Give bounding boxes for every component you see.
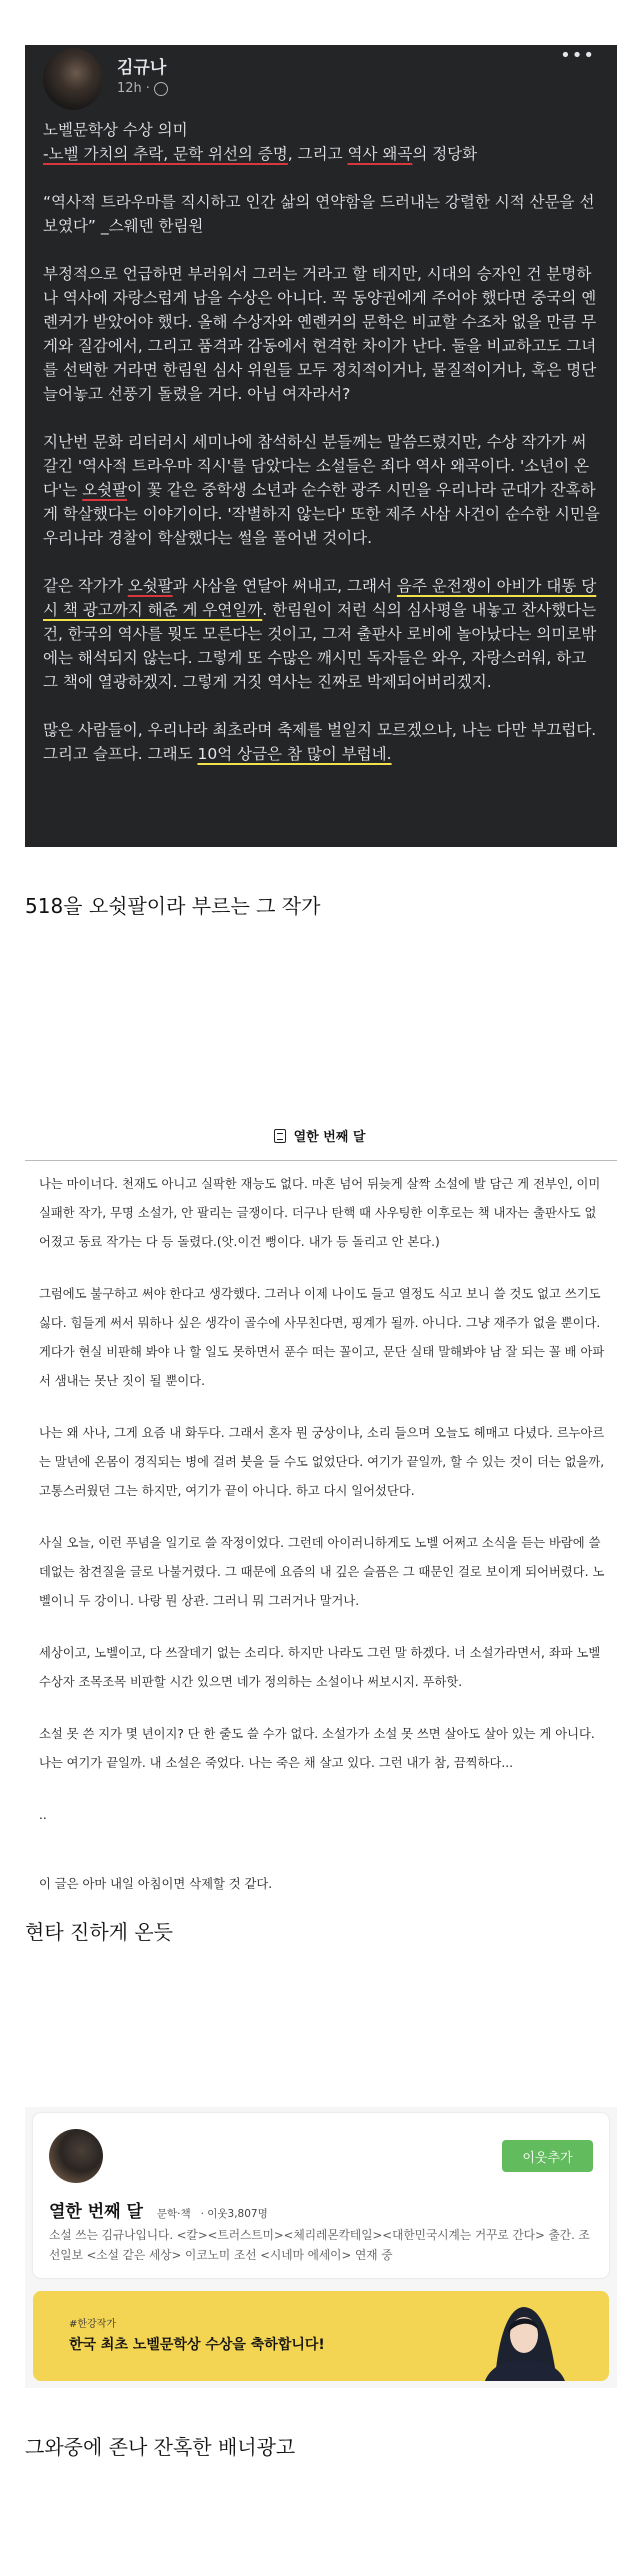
blog-name[interactable]: 열한 번째 달 (49, 2202, 143, 2222)
post-paragraph (43, 118, 603, 166)
facebook-post-card (25, 45, 617, 847)
more-options-icon[interactable]: ••• (560, 45, 595, 66)
banner-tag: #한강작가 (69, 2319, 117, 2330)
post-text: “역사적 트라우마를 직시하고 인간 삶의 연약함을 드러내는 강렬한 시적 산문을 선보였다” _스웨덴 한림원 (43, 193, 595, 235)
post-text: , 그리고 (287, 145, 348, 163)
essay-paragraph: .. (39, 1808, 47, 1822)
essay-header (0, 1126, 639, 1145)
post-paragraph (43, 190, 603, 238)
essay-body (39, 1170, 605, 1922)
add-neighbor-button[interactable]: 이웃추가 (502, 2140, 593, 2172)
blog-avatar[interactable] (49, 2129, 103, 2183)
banner-headline: 한국 최초 노벨문학상 수상을 축하합니다! (69, 2337, 325, 2353)
underlined-text-red: 오쉿팔 (82, 481, 128, 499)
post-time[interactable]: 12h (117, 81, 142, 96)
blog-description: 소설 쓰는 김규나입니다. <칼><트러스트미><체리레몬칵테일><대한민국시계는 거꾸로 간다> 출간. 조선일보 <소설 같은 세상> 이코노미 조선 <시네마 에세이> 연재 중 (49, 2228, 590, 2262)
essay-paragraph: 세상이고, 노벨이고, 다 쓰잘데기 없는 소리다. 하지만 나라도 그런 말 하겠다. 너 소설가라면서, 좌파 노벨 수상자 조목조목 비판할 시간 있으면 네가 정의하는 소설이나 써보시지. 푸하핫. (39, 1646, 601, 1689)
post-meta (117, 81, 168, 96)
blog-category: 문학·책 (156, 2208, 191, 2220)
globe-icon (154, 82, 168, 96)
post-text: 부정적으로 언급하면 부러워서 그러는 거라고 할 테지만, 시대의 승자인 건 분명하나 역사에 자랑스럽게 남을 수상은 아니다. 꼭 동양권에게 주어야 했다면 중국의 옌롄커가 받았어야 했다. 올해 수상자와 옌롄커의 문학은 비교할 수조차 없을 만큼 무게와 질감에서, 그리고 품격과 감동에서 현격한 차이가 난다. 둘을 비교하고도 그녀를 선택한 거라면 한림원 심사 위원들 모두 정치적이거나, 물질적이거나, 혹은 명단 늘어놓고 선풍기 돌렸을 거다. 아님 여자라서? (43, 265, 597, 403)
post-paragraph (43, 430, 603, 550)
underlined-text-red: 오쉿팔 (127, 577, 173, 595)
author-avatar[interactable] (43, 48, 103, 110)
blog-name-row (49, 2197, 268, 2222)
post-paragraph (43, 262, 603, 406)
post-paragraph (43, 574, 603, 694)
essay-paragraph: 나는 왜 사나, 그게 요즘 내 화두다. 그래서 혼자 뭔 궁상이냐, 소리 들으며 오늘도 헤매고 다녔다. 르누아르는 말년에 온몸이 경직되는 병에 걸려 붓을 들 수도 없었단다. 여기가 끝일까, 할 수 있는 것이 더는 없을까, 고통스러웠던 그는 하지만, 여기가 끝이 아니다. 하고 다시 일어섰단다. (39, 1426, 605, 1498)
blog-profile-card (33, 2113, 609, 2278)
underlined-text-red: 역사 왜곡 (347, 145, 413, 163)
post-text: 이 꽃 같은 중학생 소년과 순수한 광주 시민을 우리나라 군대가 잔혹하게 학살했다는 이야기이다. '작별하지 않는다' 또한 제주 사삼 사건이 순수한 시민을 우리나라 경찰이 학살했다는 썰을 풀어낸 것이다. (43, 481, 600, 547)
underlined-text-yellow: 10억 상금은 참 많이 부럽네. (197, 745, 392, 763)
caption-third: 그와중에 존나 잔혹한 배너광고 (25, 2435, 296, 2459)
meta-separator: · (145, 81, 150, 96)
author-name[interactable]: 김규나 (117, 58, 167, 78)
divider (25, 1160, 617, 1161)
post-text: 노벨문학상 수상 의미 (43, 121, 188, 139)
post-text: 지난번 문화 리터러시 세미나에 참석하신 분들께는 말씀드렸지만, 수상 작가가 써 갈긴 '역사적 트라우마 직시'를 담았다는 소설들은 죄다 역사 왜곡이다. '소년이 온다'는 (43, 433, 590, 499)
post-text: 의 정당화 (412, 145, 478, 163)
essay-paragraph: 사실 오늘, 이런 푸념을 일기로 쓸 작정이었다. 그런데 아이러니하게도 노벨 어쩌고 소식을 듣는 바람에 쓸데없는 참견질을 글로 나불거렸다. 그 때문에 요즘의 내 깊은 슬픔은 그 때문인 걸로 보이게 되어버렸다. 노벨이니 두 강이니. 나랑 뭔 상관. 그러니 뭐 그러거나 말거나. (39, 1536, 605, 1608)
author-photo-icon (475, 2299, 571, 2381)
post-text: 많은 사람들이, 우리나라 최초라며 축제를 벌일지 모르겠으나, 나는 다만 부끄럽다. 그리고 슬프다. 그래도 (43, 721, 597, 763)
banner-ad[interactable] (33, 2291, 609, 2381)
essay-paragraph: 나는 마이너다. 천재도 아니고 실팍한 재능도 없다. 마흔 넘어 뒤늦게 살짝 소설에 발 담근 게 전부인, 이미 실패한 작가, 무명 소설가, 안 팔리는 글쟁이다. 더구나 탄핵 때 사우팅한 이후로는 책 내자는 출판사도 없어졌고 동료 작가는 다 등 돌렸다.(앗.이건 뻥이다. 내가 등 돌리고 안 본다.) (39, 1177, 601, 1249)
essay-paragraph: 이 글은 아마 내일 아침이면 삭제할 것 같다. (39, 1877, 273, 1891)
document-icon (274, 1129, 286, 1143)
post-body (43, 118, 603, 790)
post-text: . 한림원이 저런 식의 심사평을 내놓고 찬사했다는 건, 한국의 역사를 뭣도 모른다는 것이고, 그저 출판사 로비에 놀아났다는 의미로밖에는 해석되지 않는다. 그렇게 또 수많은 깨시민 독자들은 와우, 자랑스러워, 하고 그 책에 열광하겠지. 그렇게 거짓 역사는 진짜로 박제되어버리겠지. (43, 601, 597, 691)
underlined-text-red: -노벨 가치의 추락, 문학 위선의 증명 (43, 145, 288, 163)
post-text: 같은 작가가 (43, 577, 128, 595)
caption-second: 현타 진하게 온듯 (25, 1920, 173, 1944)
neighbor-count: · 이웃3,807명 (200, 2208, 268, 2220)
post-text: 과 사삼을 연달아 써내고, 그래서 (172, 577, 397, 595)
post-paragraph (43, 718, 603, 766)
caption-first: 518을 오쉿팔이라 부르는 그 작가 (25, 894, 321, 918)
essay-paragraph: 그럼에도 불구하고 써야 한다고 생각했다. 그러나 이제 나이도 들고 열정도 식고 보니 쓸 것도 없고 쓰기도 싫다. 힘들게 써서 뭐하나 싶은 생각이 골수에 사무친다면, 핑계가 될까. 아니다. 그냥 재주가 없을 뿐이다. 게다가 현실 비판해 봐야 나 할 일도 못하면서 푼수 떠는 꼴이고, 문단 실태 말해봐야 남 잘 되는 꼴 배 아파서 샘내는 못난 짓이 될 뿐이다. (39, 1287, 605, 1388)
essay-paragraph: 소설 못 쓴 지가 몇 년이지? 단 한 줄도 쓸 수가 없다. 소설가가 소설 못 쓰면 살아도 살아 있는 게 아니다. 나는 여기가 끝일까. 내 소설은 죽었다. 나는 죽은 채 살고 있다. 그런 내가 참, 끔찍하다... (39, 1727, 595, 1770)
essay-blog-title[interactable]: 열한 번째 달 (293, 1130, 366, 1145)
underlined-text-yellow: 음주 운전쟁이 아비가 대똥 당시 책 광고까지 해준 게 우연일까 (43, 577, 597, 619)
